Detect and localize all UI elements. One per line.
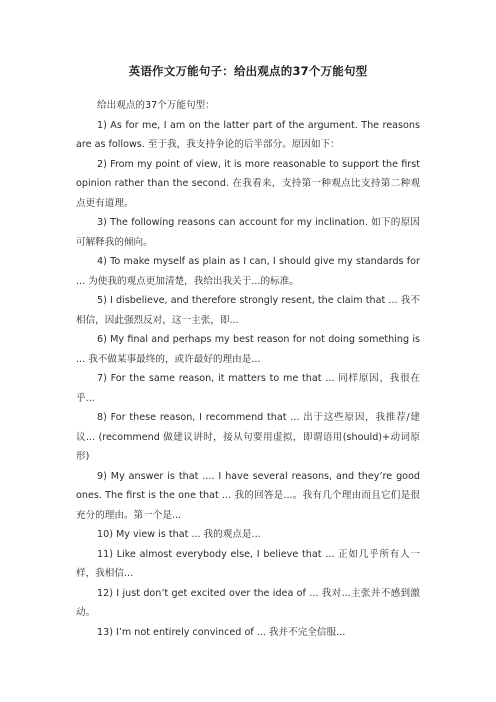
sentence-item: 3) The following reasons can account for my inclination. 如下的原因可解释我的倾向。 [76,217,420,248]
sentence-item: 7) For the same reason, it matters to me that ... 同样原因，我很在乎... [76,373,420,404]
intro-line: 给出观点的37个万能句型： [97,100,215,111]
sentence-item: 1) As for me, I am on the latter part of the argument. The reasons are as follows. 至于我，我支持争论的后半部分。原因如下： [76,119,420,150]
sentence-item: 13) I’m not entirely convinced of ... 我并不完全信服... [97,626,346,638]
sentence-item: 11) Like almost everybody else, I believe that ... 正如几乎所有人一样，我相信... [76,548,420,579]
sentence-item: 5) I disbelieve, and therefore strongly resent, the claim that ... 我不相信，因此强烈反对，这一主张，即... [76,295,420,326]
sentence-item: 12) I just don’t get excited over the idea of ... 我对...主张并不感到激动。 [76,587,420,618]
sentence-item: 8) For these reason, I recommend that ... 出于这些原因，我推荐/建议... (recommend 做建议讲时，接从句要用虚拟，即谓语用(should)+动词原形) [76,412,420,462]
sentence-item: 6) My final and perhaps my best reason for not doing something is ... 我不做某事最终的，或许最好的理由是... [76,334,420,365]
sentence-item: 10) My view is that ... 我的观点是... [97,529,261,540]
sentence-item: 2) From my point of view, it is more reasonable to support the first opinion rather than the second. 在我看来，支持第一种观点比支持第二种观点更有道理。 [76,158,420,209]
sentence-item: 9) My answer is that .... I have several reasons, and they’re good ones. The first is the one that ... 我的回答是...。我有几个理由而且它们是很充分的理由。第一个是... [76,470,420,521]
document-title: 英语作文万能句子：给出观点的37个万能句型 [128,64,368,78]
sentence-item: 4) To make myself as plain as I can, I should give my standards for ... 为使我的观点更加清楚，我给出我关于...的标准。 [76,256,420,287]
document-body [76,96,420,642]
